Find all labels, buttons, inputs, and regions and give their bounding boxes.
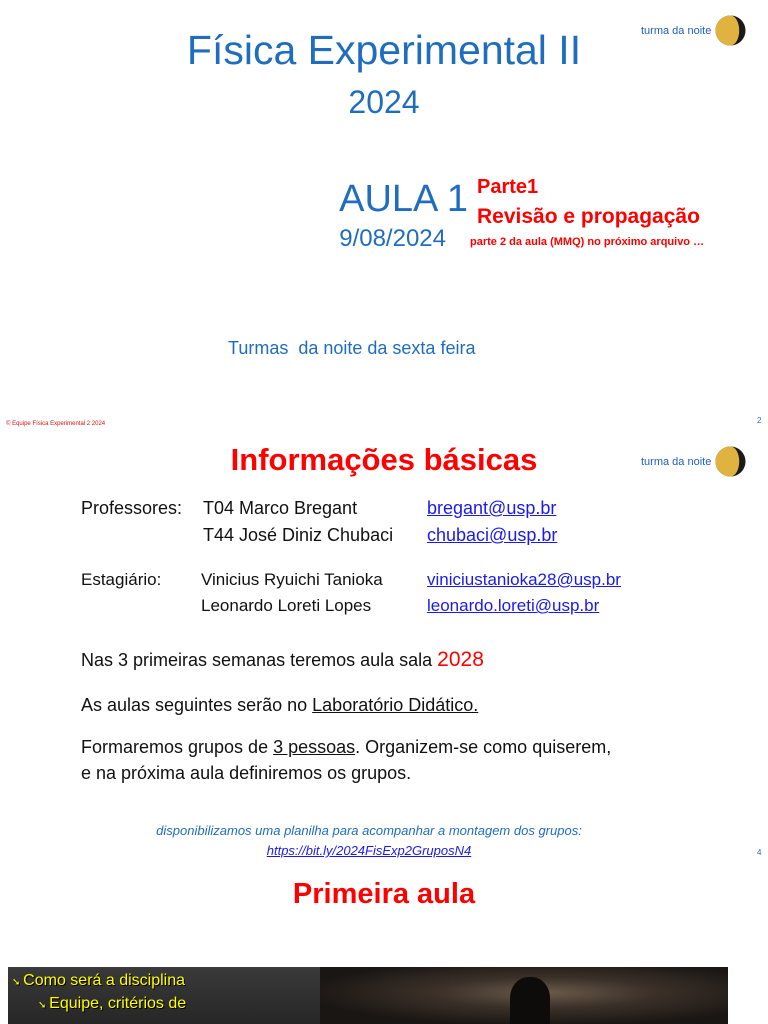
intern-email-link[interactable]: leonardo.loreti@usp.br [427,596,600,615]
groups-size: 3 pessoas [273,737,356,757]
turmas-subtitle: Turmas da noite da sexta feira [228,338,476,358]
aula-label: AULA 1 [339,178,468,220]
info-title: Informações básicas [230,442,538,477]
slide-3 [0,862,768,1024]
groups-text-2: . Organizem-se como quiserem, [355,737,612,757]
course-year: 2024 [348,84,420,120]
bullet-arrow-icon: ➘ [12,977,24,988]
sheet-link[interactable]: https://bit.ly/2024FisExp2GruposN4 [266,843,472,858]
turma-badge-label: turma da noite [641,455,712,468]
room-text: Nas 3 primeiras semanas teremos aula sala [81,650,438,670]
slide-1 [0,0,768,430]
groups-text-1: Formaremos grupos de [81,737,274,757]
film-figure [510,977,550,1024]
room-sentence [81,648,484,672]
groups-sentence-2: e na próxima aula definiremos os grupos. [81,763,412,783]
lab-name: Laboratório Didático. [312,695,479,715]
intern-email-link[interactable]: viniciustanioka28@usp.br [427,570,621,589]
primeira-aula-title: Primeira aula [292,878,476,910]
turma-badge-label: turma da noite [641,24,712,37]
slide-number: 4 [757,848,762,857]
parte-label: Parte1 [477,176,539,198]
slide-number: 2 [757,416,762,425]
parte-2-note: parte 2 da aula (MMQ) no próximo arquivo … [470,236,705,248]
professor-email-link[interactable]: chubaci@usp.br [427,525,558,545]
course-title: Física Experimental II [186,27,582,73]
professor-name: T44 José Diniz Chubaci [203,525,394,545]
copyright-note: © Equipe Física Experimental 2 2024 [6,421,106,427]
lab-text: As aulas seguintes serão no [81,695,313,715]
film-image [320,967,728,1024]
interns-label: Estagiário: [81,570,162,589]
turma-badge-2 [641,446,746,477]
professor-name: T04 Marco Bregant [203,498,358,518]
bullet-arrow-icon: ➘ [38,1000,50,1011]
lab-sentence [81,695,478,716]
moon-icon [715,446,746,477]
topic-label: Revisão e propagação [477,205,700,228]
bullet-item [12,971,185,993]
intern-name: Vinicius Ryuichi Tanioka [201,570,383,589]
room-number: 2028 [437,648,484,671]
bullet-text: Como será a disciplina [23,972,186,989]
slide-2 [0,430,768,862]
professors-label: Professores: [81,498,183,518]
sheet-note: disponibilizamos uma planilha para acompanhar a montagem dos grupos: [156,823,582,838]
aula-date: 9/08/2024 [339,225,446,252]
intro-panel [8,967,728,1024]
intern-name: Leonardo Loreti Lopes [201,596,372,615]
bullet-text: Equipe, critérios de [49,995,187,1012]
bullet-item [38,994,186,1016]
groups-sentence [81,737,611,758]
professor-email-link[interactable]: bregant@usp.br [427,498,557,518]
